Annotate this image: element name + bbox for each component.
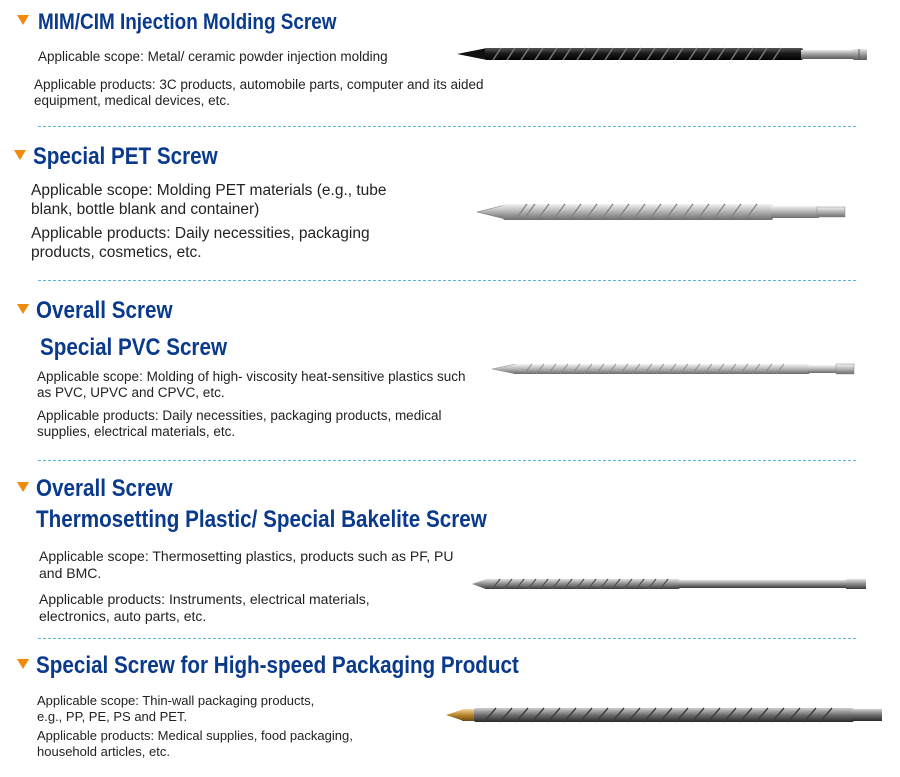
section-subtitle: Thermosetting Plastic/ Special Bakelite Screw — [36, 506, 487, 533]
bullet-triangle-icon — [17, 659, 29, 669]
bullet-triangle-icon — [17, 15, 29, 25]
section-title: MIM/CIM Injection Molding Screw — [38, 9, 337, 34]
mim-cim-screw-image — [455, 44, 875, 64]
section-subtitle: Special PVC Screw — [40, 334, 228, 361]
products-text: Applicable products: Daily necessities, packaging products, medical supplies, electrical materials, etc. — [37, 408, 442, 440]
packaging-screw-image — [442, 704, 892, 726]
section-divider — [38, 460, 856, 461]
bullet-triangle-icon — [17, 304, 29, 314]
section-divider — [38, 638, 856, 639]
bullet-triangle-icon — [17, 482, 29, 492]
bakelite-screw-image — [470, 576, 870, 592]
section-divider — [38, 280, 856, 281]
pvc-screw-image — [490, 361, 870, 377]
pet-screw-image — [475, 199, 855, 225]
products-text: Applicable products: 3C products, automobile parts, computer and its aided equipment, medical devices, etc. — [34, 77, 484, 109]
scope-text: Applicable scope: Metal/ ceramic powder injection molding — [38, 49, 388, 64]
products-text: Applicable products: Daily necessities, packaging products, cosmetics, etc. — [31, 225, 370, 261]
section-title: Overall Screw — [36, 475, 173, 502]
section-title: Special Screw for High-speed Packaging Product — [36, 652, 519, 679]
scope-text: Applicable scope: Molding of high- viscosity heat-sensitive plastics such as PVC, UPVC and CPVC, etc. — [37, 369, 466, 401]
bullet-triangle-icon — [14, 150, 26, 160]
section-divider — [38, 126, 856, 127]
products-text: Applicable products: Instruments, electrical materials, electronics, auto parts, etc. — [39, 591, 370, 625]
scope-text: Applicable scope: Thermosetting plastics, products such as PF, PU and BMC. — [39, 548, 454, 582]
section-title: Overall Screw — [36, 297, 173, 324]
section-title: Special PET Screw — [33, 143, 218, 170]
scope-text: Applicable scope: Molding PET materials (e.g., tube blank, bottle blank and container) — [31, 182, 387, 218]
products-text: Applicable products: Medical supplies, food packaging, household articles, etc. — [37, 728, 353, 759]
scope-text: Applicable scope: Thin-wall packaging products, e.g., PP, PE, PS and PET. — [37, 693, 315, 724]
